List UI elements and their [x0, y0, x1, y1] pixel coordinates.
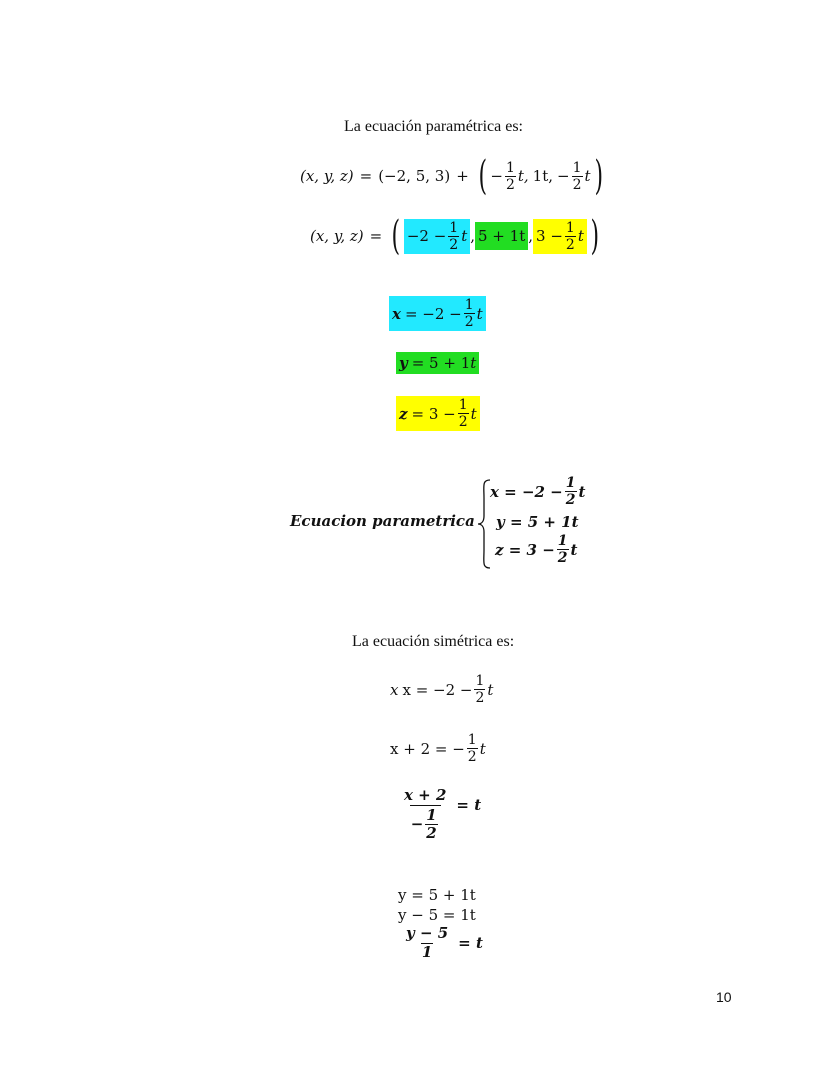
combined-close-paren: ) [590, 213, 599, 259]
c1-var: t, [517, 167, 529, 185]
x-component-den: 2 [449, 236, 459, 253]
z-eq-lhs: z [399, 404, 408, 423]
y-component-expr: 5 + 1t [478, 227, 526, 245]
combined-equation [310, 213, 602, 259]
equals-sign: = [359, 167, 373, 185]
sym-line6-num: y − 5 [406, 924, 449, 942]
x-eq-rhs: = −2 − [404, 304, 462, 323]
y-eq-lhs: y [399, 354, 408, 372]
sym-line2-var: t [479, 739, 486, 758]
close-paren: ) [594, 153, 603, 199]
x-component-var: t [461, 227, 468, 245]
y-component-highlight [475, 222, 528, 250]
system-x-den: 2 [565, 492, 576, 508]
sym-line1-var: t [487, 680, 494, 699]
open-paren: ( [478, 153, 487, 199]
z-equation-highlight [396, 396, 480, 431]
z-component-pre: 3 − [536, 227, 563, 245]
sym-line3-den [410, 805, 441, 841]
vector-lhs: (x, y, z) [300, 167, 354, 185]
c3-fraction [572, 161, 583, 192]
sym-line-5 [398, 906, 476, 924]
symmetric-heading: La ecuación simétrica es: [352, 633, 515, 650]
sym-line3-den-num: 1 [426, 806, 437, 824]
combined-equals: = [369, 227, 383, 245]
y-equation-highlight [396, 352, 479, 374]
c3-var: t [584, 167, 591, 185]
z-component-highlight [533, 219, 587, 254]
sym-line-2 [390, 733, 486, 764]
sym-line1-num: 1 [475, 673, 485, 689]
z-eq-den: 2 [458, 414, 468, 430]
sym-line3-den-den: 2 [426, 824, 437, 842]
combined-lhs: (x, y, z) [310, 227, 364, 245]
z-eq-num: 1 [458, 397, 468, 413]
c1-fraction [505, 161, 516, 192]
c2-term: 1t, [532, 167, 554, 185]
sym-line4-text: y = 5 + 1t [398, 886, 476, 904]
sym-line2-num: 1 [467, 732, 477, 748]
sym-line5-text: y − 5 = 1t [398, 906, 476, 924]
c1-sign: − [490, 167, 503, 185]
x-component-pre: −2 − [406, 227, 447, 245]
system-z-den: 2 [557, 550, 568, 566]
y-eq-rhs: = 5 + 1 [411, 354, 471, 372]
sym-line1-den: 2 [475, 690, 485, 706]
sym-line6-den: 1 [421, 943, 433, 961]
system-label: Ecuacion parametrica [290, 512, 475, 530]
z-component-num: 1 [565, 219, 575, 236]
c3-sign: − [557, 167, 570, 185]
sym-line-6 [400, 926, 483, 960]
x-eq-num: 1 [464, 297, 474, 313]
sym-line3-num: x + 2 [404, 786, 447, 804]
page-number: 10 [716, 989, 732, 1005]
z-component-var: t [577, 227, 584, 245]
z-eq-rhs: = 3 − [411, 404, 456, 423]
c1-num: 1 [505, 159, 515, 176]
x-eq-den: 2 [464, 314, 474, 330]
sym-line6-rhs: = t [458, 934, 483, 952]
comma-1: , [470, 227, 475, 245]
plus-sign: + [456, 167, 469, 185]
z-component-den: 2 [565, 236, 575, 253]
comma-2: , [528, 227, 534, 245]
c3-num: 1 [572, 159, 582, 176]
system-z-var: t [570, 540, 578, 559]
x-component-highlight [404, 219, 470, 254]
system-z-line [495, 534, 577, 565]
x-component-num: 1 [449, 219, 459, 236]
z-eq-var: t [470, 404, 477, 423]
sym-line-1: x x = −2 − $\frac{1}{2}$ t [390, 673, 494, 706]
c1-den: 2 [505, 176, 515, 193]
sym-line-3 [398, 788, 481, 841]
x-eq-var: t [476, 304, 483, 323]
point-coords: (−2, 5, 3) [378, 167, 451, 185]
x-eq-lhs: x [392, 304, 401, 323]
c3-den: 2 [572, 176, 582, 193]
parametric-heading: La ecuación paramétrica es: [344, 118, 523, 135]
system-z-num: 1 [557, 533, 568, 549]
sym-line1-pre: x = −2 − [402, 680, 473, 699]
combined-open-paren: ( [391, 213, 401, 259]
system-y-text: y = 5 + 1t [496, 513, 579, 531]
vector-equation [300, 153, 606, 199]
sym-line3-rhs: = t [456, 795, 482, 814]
sym-line2-den: 2 [467, 749, 477, 765]
system-x-var: t [578, 482, 586, 501]
system-x-num: 1 [565, 475, 576, 491]
system-x-line [490, 476, 585, 507]
system-x-pre: x = −2 − [490, 482, 563, 501]
system-z-pre: z = 3 − [495, 540, 555, 559]
system-y-line [496, 513, 579, 531]
y-eq-var: t [470, 354, 477, 372]
x-equation-highlight [389, 296, 486, 331]
sym-line-4 [398, 886, 476, 904]
sym-line3-den-sign: − [410, 815, 424, 833]
sym-line2-pre: x + 2 = − [390, 739, 465, 758]
